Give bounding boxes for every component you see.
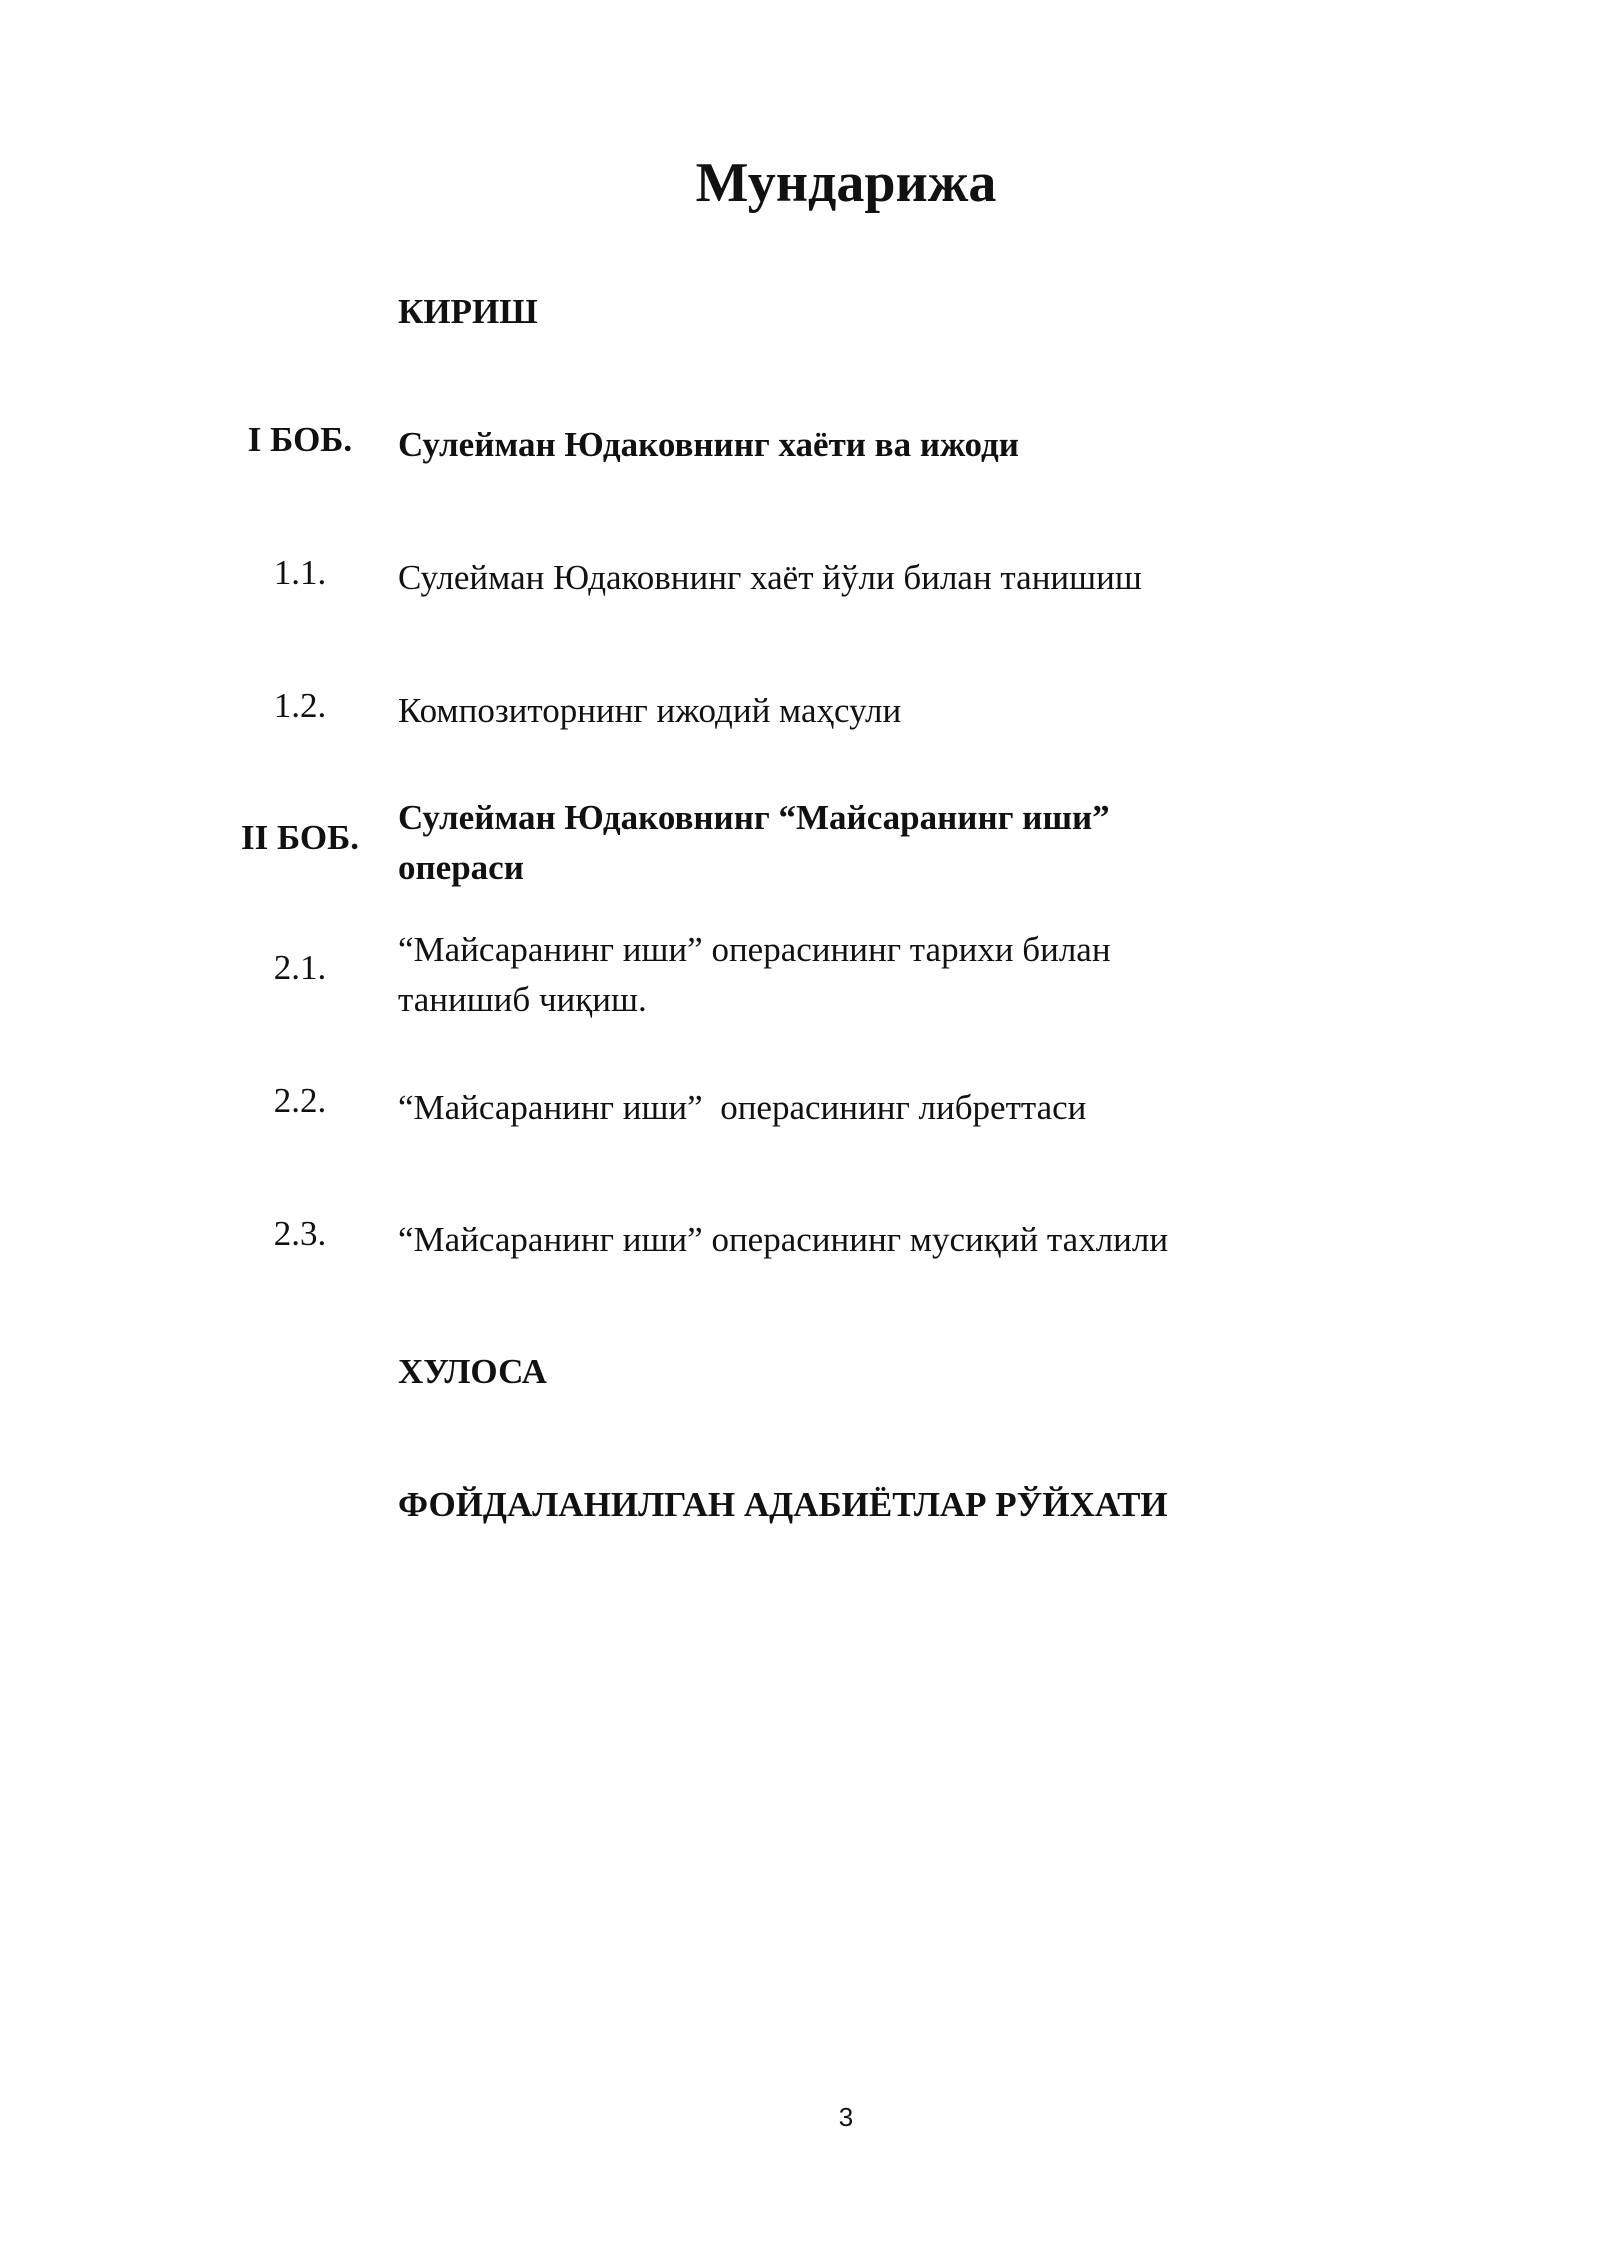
toc-entry-section-2-3: “Майсаранинг иши” операсининг мусиқий тахлили [398,1220,1169,1259]
toc-section-number: 1.1. [273,553,327,592]
toc-entry-chapter-1: Сулейман Юдаковнинг хаёти ва ижоди [398,425,1019,464]
toc-entry-chapter-2: Сулейман Юдаковнинг “Майсаранинг иши” операси [398,798,1110,887]
toc-entry-section-1-2: Композиторнинг ижодий маҳсули [398,691,902,730]
toc-chapter-number: I БОБ. [247,420,353,459]
toc-entry-section-2-1: “Майсаранинг иши” операсининг тарихи билан танишиб чиқиш. [398,930,1111,1019]
page-number: 3 [838,2102,854,2132]
toc-chapter-number: II БОБ. [240,818,359,857]
toc-entry-conclusion: ХУЛОСА [398,1352,547,1391]
toc-entry-intro: КИРИШ [398,292,538,331]
toc-section-number: 1.2. [273,686,327,725]
toc-entry-section-1-1: Сулейман Юдаковнинг хаёт йўли билан танишиш [398,558,1142,597]
toc-entry-section-2-2: “Майсаранинг иши” операсининг либреттаси [398,1088,1087,1127]
toc-entry-references: ФОЙДАЛАНИЛГАН АДАБИЁТЛАР РЎЙХАТИ [398,1485,1168,1524]
page-title: Мундарижа [695,152,997,214]
toc-section-number: 2.2. [273,1081,327,1120]
toc-section-number: 2.1. [273,948,327,987]
toc-section-number: 2.3. [273,1214,327,1253]
